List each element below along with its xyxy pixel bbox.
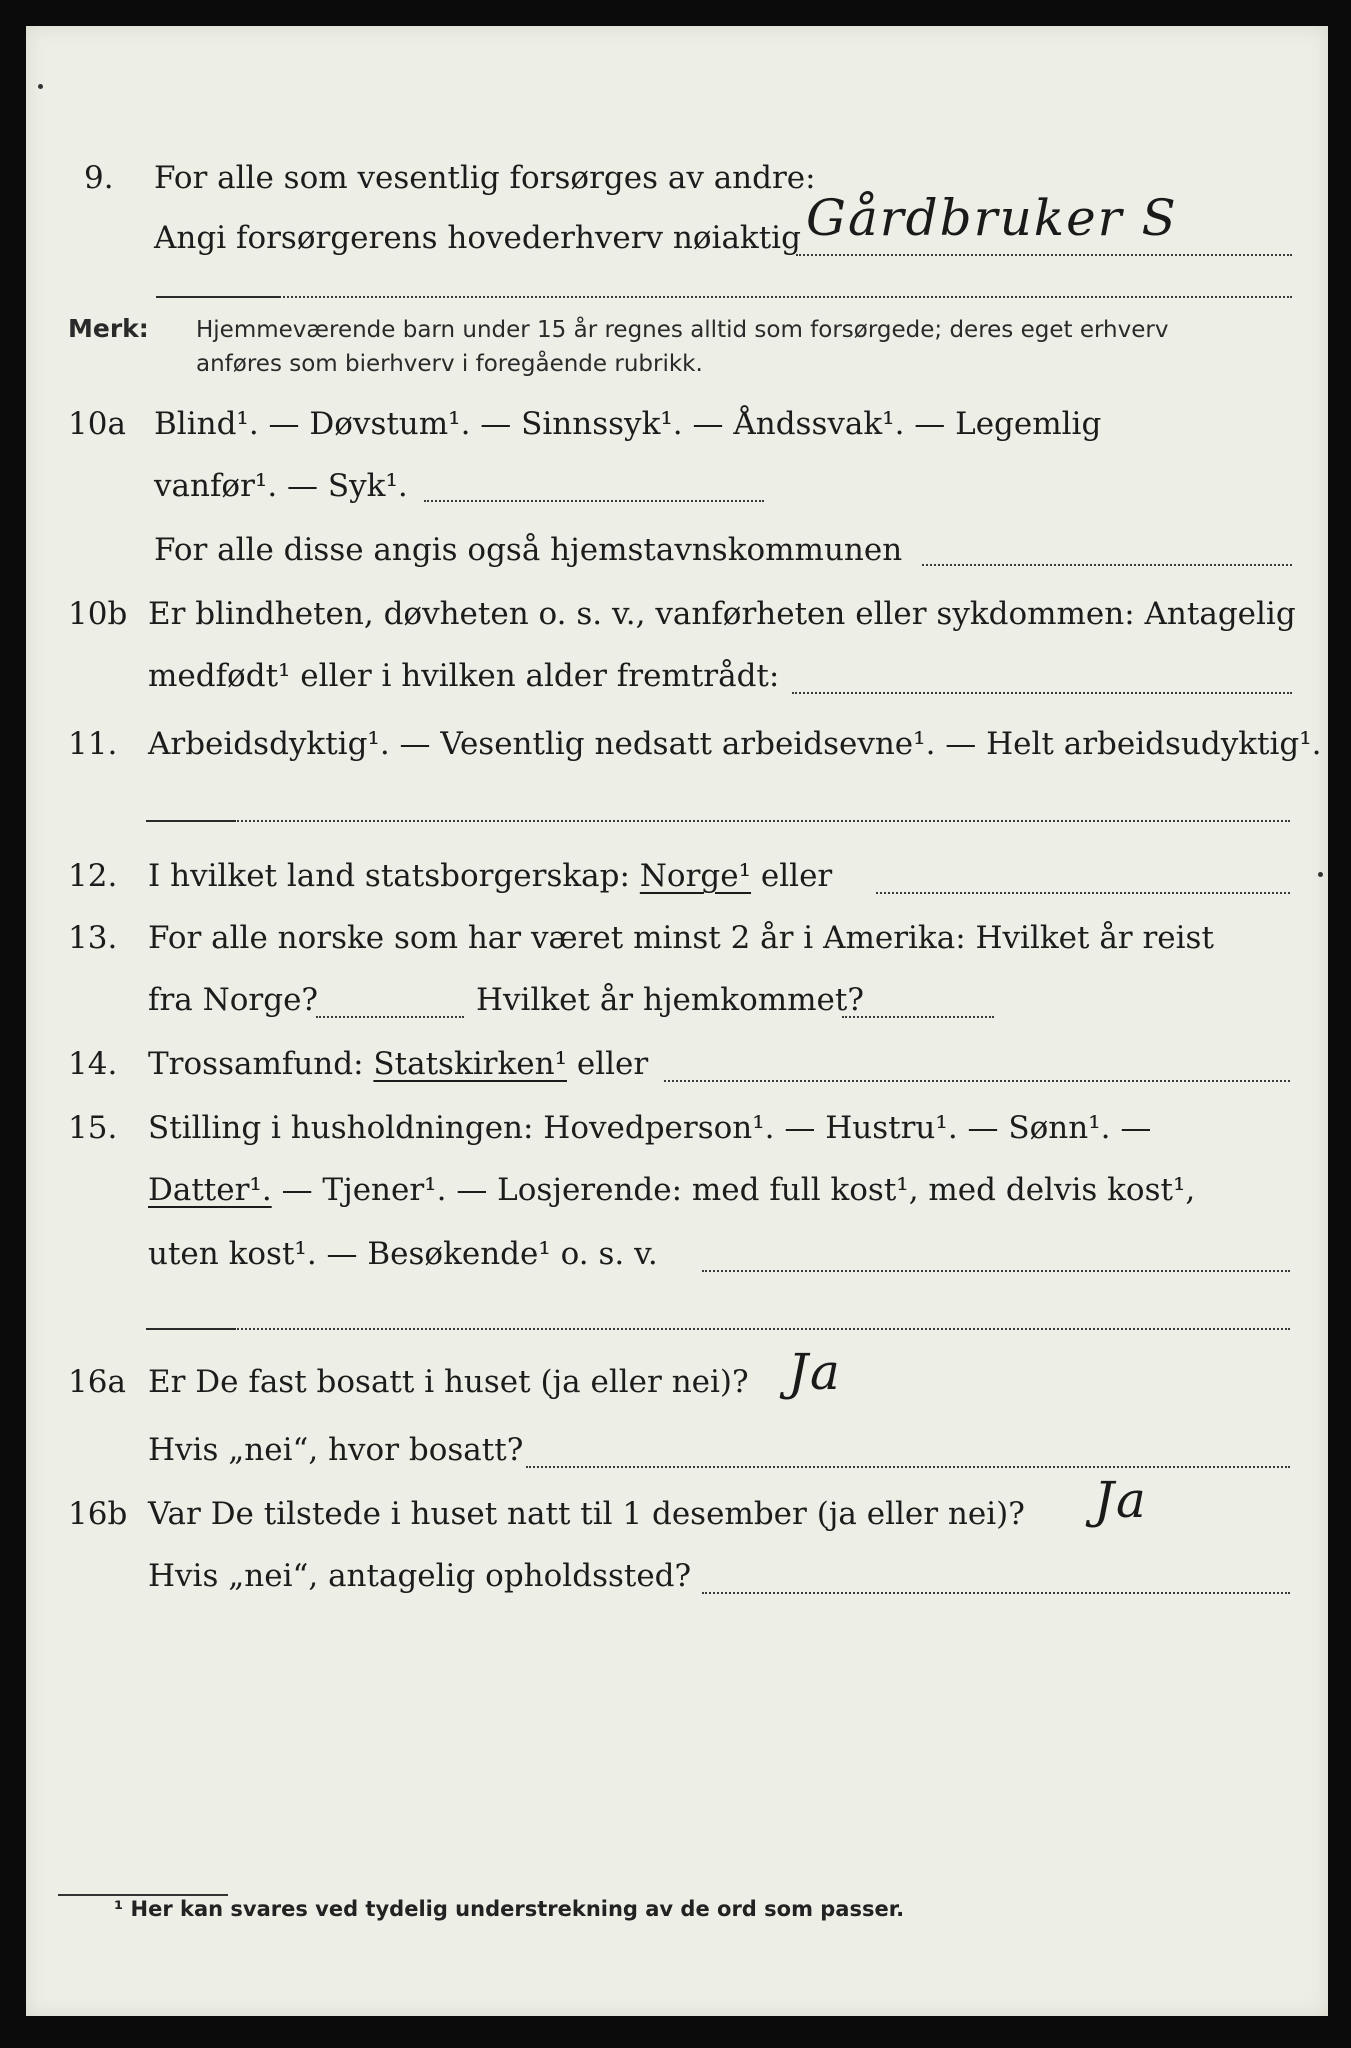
question-text-post: eller	[760, 858, 833, 894]
handwritten-answer: Ja	[1094, 1471, 1148, 1529]
underlined-answer: Datter¹.	[148, 1172, 272, 1208]
question-text: For alle som vesentlig forsørges av andre:	[154, 160, 816, 196]
answer-dotted-line	[664, 1080, 1290, 1082]
question-text-pre: I hvilket land statsborgerskap:	[148, 858, 630, 894]
question-text: Angi forsørgerens hovederhverv nøiaktig	[154, 220, 801, 256]
question-text: For alle norske som har været minst 2 år i Amerika: Hvilket år reist	[148, 920, 1214, 956]
question-text-rest: — Tjener¹. — Losjerende: med full kost¹, med delvis kost¹,	[281, 1172, 1196, 1208]
answer-dotted-line	[842, 1016, 994, 1018]
answer-dotted-line	[146, 1328, 1290, 1330]
question-text: Blind¹. — Døvstum¹. — Sinnssyk¹. — Åndssvak¹. — Legemlig	[154, 406, 1102, 442]
answer-dotted-line	[876, 892, 1290, 894]
question-number: 13.	[68, 920, 118, 956]
question-text: Er De fast bosatt i huset (ja eller nei)?	[148, 1364, 749, 1400]
answer-dotted-line	[146, 820, 1290, 822]
question-text: Hvilket år hjemkommet?	[476, 982, 864, 1018]
paper-speck	[1318, 872, 1323, 877]
separator-line	[146, 1328, 236, 1330]
answer-dotted-line	[316, 1016, 464, 1018]
footnote: ¹ Her kan svares ved tydelig understrekning av de ord som passer.	[114, 1897, 905, 1921]
question-number: 11.	[68, 726, 118, 762]
question-text: vanfør¹. — Syk¹.	[154, 468, 408, 504]
answer-dotted-line	[796, 254, 1292, 256]
question-text	[148, 856, 832, 896]
question-number: 9.	[84, 160, 114, 196]
question-number: 14.	[68, 1046, 118, 1082]
question-number: 10a	[68, 406, 126, 442]
note-text-line-1: Hjemmeværende barn under 15 år regnes alltid som forsørgede; deres eget erhverv	[196, 317, 1169, 343]
question-number: 15.	[68, 1110, 118, 1146]
question-text: Arbeidsdyktig¹. — Vesentlig nedsatt arbeidsevne¹. — Helt arbeidsudyktig¹.	[148, 726, 1322, 762]
question-text: Var De tilstede i huset natt til 1 desember (ja eller nei)?	[148, 1496, 1025, 1532]
handwritten-answer: Gårdbruker S	[806, 189, 1178, 247]
question-text	[148, 1170, 1195, 1210]
question-text	[148, 1044, 648, 1084]
answer-dotted-line	[156, 296, 1292, 298]
separator-line	[156, 296, 281, 298]
question-text: fra Norge?	[148, 982, 319, 1018]
question-text: Hvis „nei“, antagelig opholdssted?	[148, 1558, 692, 1594]
answer-dotted-line	[702, 1592, 1290, 1594]
underlined-answer: Norge¹	[639, 858, 752, 894]
question-number: 10b	[68, 596, 128, 632]
answer-dotted-line	[424, 500, 764, 502]
handwritten-answer: Ja	[788, 1343, 842, 1401]
note-label: Merk:	[68, 314, 149, 343]
question-number: 16b	[68, 1496, 128, 1532]
footnote-rule	[58, 1894, 228, 1896]
question-text: Hvis „nei“, hvor bosatt?	[148, 1432, 524, 1468]
question-text: For alle disse angis også hjemstavnskommunen	[154, 532, 903, 568]
census-form-page	[26, 26, 1328, 2016]
question-text: uten kost¹. — Besøkende¹ o. s. v.	[148, 1236, 658, 1272]
question-text-post: eller	[576, 1046, 649, 1082]
question-number: 16a	[68, 1364, 126, 1400]
paper-speck	[38, 84, 43, 89]
underlined-answer: Statskirken¹	[373, 1046, 567, 1082]
answer-dotted-line	[526, 1466, 1290, 1468]
question-text: Stilling i husholdningen: Hovedperson¹. — Hustru¹. — Sønn¹. —	[148, 1110, 1152, 1146]
question-number: 12.	[68, 858, 118, 894]
answer-dotted-line	[922, 564, 1292, 566]
question-text: Er blindheten, døvheten o. s. v., vanførheten eller sykdommen: Antagelig	[148, 596, 1296, 632]
note-text-line-2: anføres som bierhverv i foregående rubrikk.	[196, 351, 703, 377]
answer-dotted-line	[792, 692, 1292, 694]
separator-line	[146, 820, 236, 822]
answer-dotted-line	[702, 1270, 1290, 1272]
question-text-pre: Trossamfund:	[148, 1046, 364, 1082]
question-text: medfødt¹ eller i hvilken alder fremtrådt:	[148, 658, 780, 694]
